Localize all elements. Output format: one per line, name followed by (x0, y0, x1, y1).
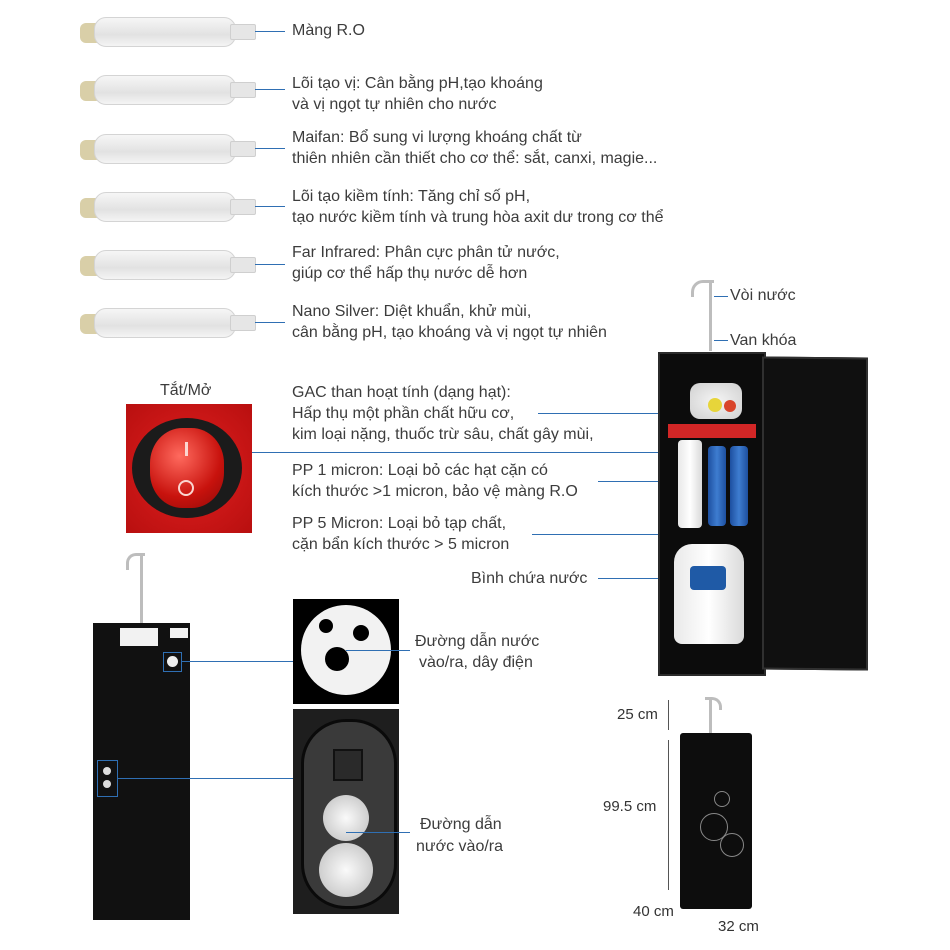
cabinet-door (762, 356, 868, 670)
dimension-line (668, 740, 669, 890)
callout-line (117, 778, 293, 779)
width-label: 32 cm (718, 918, 759, 935)
body-height-label: 99.5 cm (603, 798, 657, 815)
inline-cap-icon (708, 398, 722, 412)
depth-label: 40 cm (633, 903, 674, 920)
callout-line (346, 650, 410, 651)
disc-icon (167, 656, 178, 667)
callout-line (252, 452, 682, 453)
pp5-label-line2: cặn bẩn kích thước > 5 micron (292, 536, 510, 553)
taste-cartridge (80, 73, 255, 107)
callout-line (714, 296, 728, 297)
water-port-photo (293, 709, 399, 914)
product-body (680, 733, 752, 909)
fitting-icon (319, 843, 373, 897)
switch-ring (132, 418, 242, 518)
filter-3-label-line1: Maifan: Bổ sung vi lượng khoáng chất từ (292, 129, 582, 146)
spec-sticker (120, 628, 158, 646)
filter-5-label-line1: Far Infrared: Phân cực phân tử nước, (292, 244, 560, 261)
hex-nut-icon (333, 749, 363, 781)
callout-line (255, 264, 285, 265)
callout-line (255, 148, 285, 149)
callout-line (346, 832, 410, 833)
filter-5-label-line2: giúp cơ thể hấp thụ nước dễ hơn (292, 265, 528, 282)
filter-6-label-line2: cân bằng pH, tạo khoáng và vị ngọt tự nhiên (292, 324, 607, 341)
ports-top-label-line2: vào/ra, dây điện (419, 654, 533, 671)
callout-line (255, 322, 285, 323)
power-switch-icon (150, 428, 224, 508)
filter-3-label-line2: thiên nhiên cần thiết cho cơ thể: sắt, canxi, magie... (292, 150, 658, 167)
ports-top-label-line1: Đường dẫn nước (415, 633, 540, 650)
callout-line (714, 340, 728, 341)
tank-sticker (690, 566, 726, 590)
storage-tank (674, 544, 744, 644)
inline-cap-icon (724, 400, 736, 412)
nano-silver-cartridge (80, 306, 255, 340)
port-icon (103, 780, 111, 788)
gac-label-line1: GAC than hoạt tính (dạng hạt): (292, 384, 511, 401)
alkaline-cartridge (80, 190, 255, 224)
switch-label: Tắt/Mở (160, 382, 212, 399)
callout-line (255, 206, 285, 207)
far-infrared-cartridge (80, 248, 255, 282)
faucet-icon (705, 697, 722, 710)
power-switch-photo (126, 404, 252, 533)
faucet-height-label: 25 cm (617, 706, 658, 723)
ro-membrane-cartridge (80, 15, 255, 49)
fitting-icon (323, 795, 369, 841)
callout-line (255, 31, 285, 32)
pp-housing (678, 440, 702, 528)
faucet-icon (126, 553, 145, 570)
ports-bottom-label-line1: Đường dẫn (420, 816, 502, 833)
ports-bottom-label-line2: nước vào/ra (416, 838, 504, 855)
pp1-label-line1: PP 1 micron: Loại bỏ các hạt cặn có (292, 462, 548, 479)
pp5-housing (730, 446, 748, 526)
valve-label: Van khóa (730, 332, 797, 349)
callout-line (255, 89, 285, 90)
filter-6-label-line1: Nano Silver: Diệt khuẩn, khử mùi, (292, 303, 532, 320)
dimension-line (668, 700, 669, 730)
port-panel-icon (163, 652, 182, 672)
brand-strip (668, 424, 756, 438)
water-port-icon (97, 760, 118, 797)
barcode-sticker (170, 628, 188, 638)
filter-2-label-line2: và vị ngọt tự nhiên cho nước (292, 96, 497, 113)
maifan-cartridge (80, 132, 255, 166)
pp5-label-line1: PP 5 Micron: Loại bỏ tạp chất, (292, 515, 507, 532)
callout-line (181, 661, 293, 662)
inlet-disc-photo (293, 599, 399, 704)
gac-label-line2: Hấp thụ một phần chất hữu cơ, (292, 405, 515, 422)
faucet-icon (691, 280, 714, 297)
filter-4-label-line1: Lõi tạo kiềm tính: Tăng chỉ số pH, (292, 188, 531, 205)
faucet-label: Vòi nước (730, 287, 796, 304)
filter-1-label: Màng R.O (292, 22, 365, 39)
filter-2-label-line1: Lõi tạo vị: Cân bằng pH,tạo khoáng (292, 75, 543, 92)
pp1-label-line2: kích thước >1 micron, bảo vệ màng R.O (292, 483, 578, 500)
gac-housing (708, 446, 726, 526)
filter-4-label-line2: tạo nước kiềm tính và trung hòa axit dư trong cơ thể (292, 209, 664, 226)
port-icon (103, 767, 111, 775)
tank-label: Bình chứa nước (471, 570, 588, 587)
gac-label-line3: kim loại nặng, thuốc trừ sâu, chất gây mùi, (292, 426, 594, 443)
